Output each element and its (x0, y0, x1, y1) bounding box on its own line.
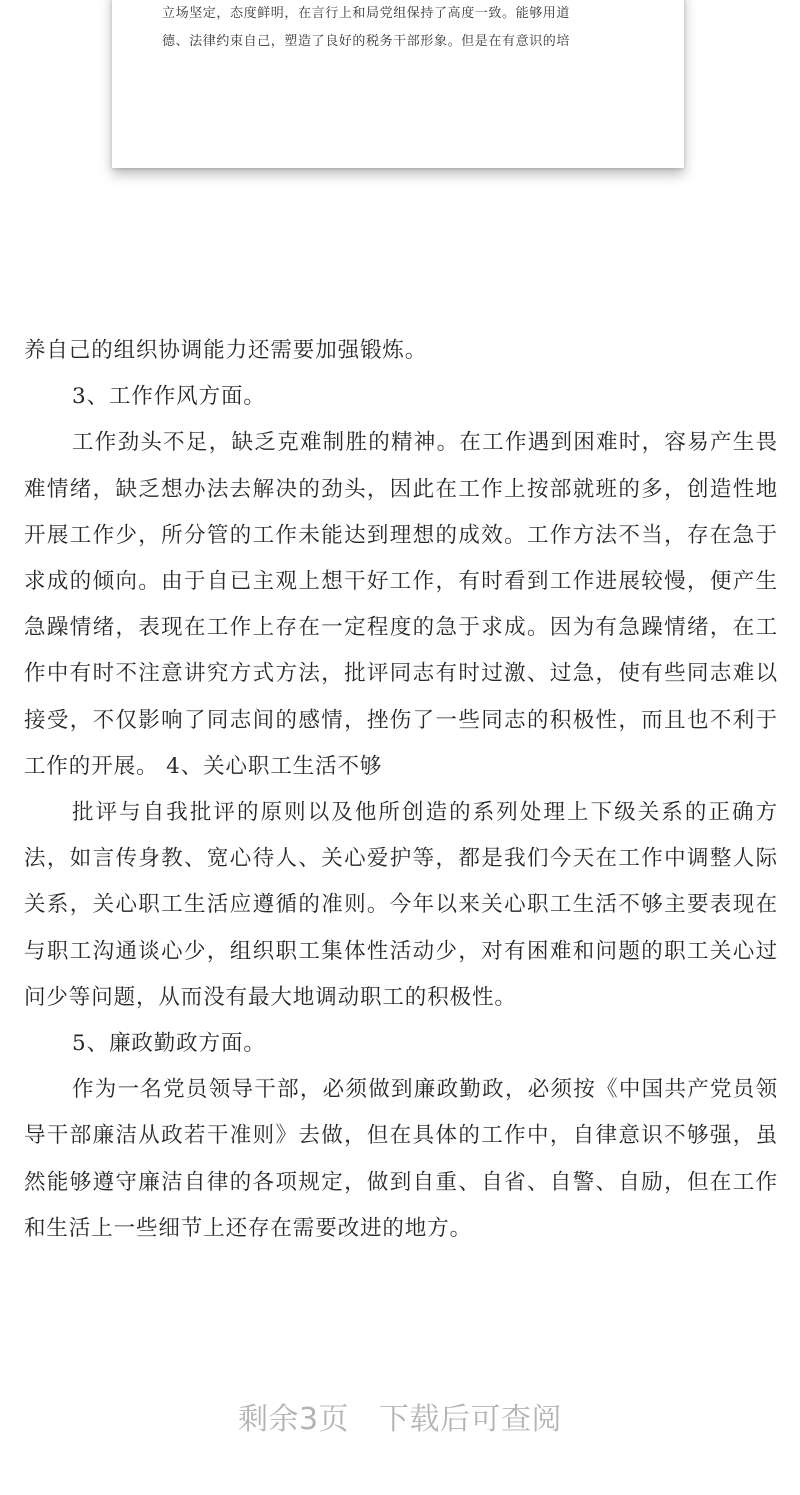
remaining-pages-label: 剩余3页 (237, 1402, 350, 1437)
paragraph-work-style: 工作劲头不足，缺乏克难制胜的精神。在工作遇到困难时，容易产生畏难情绪，缺乏想办法去解决的劲头，因此在工作上按部就班的多，创造性地开展工作少，所分管的工作未能达到理想的成效。工作方法不当，存在急于求成的倾向。由于自已主观上想干好工作，有时看到工作进展较慢，便产生急躁情绪，表现在工作上存在一定程度的急于求成。因为有急躁情绪，在工作中有时不注意讲究方式方法，批评同志有时过激、过急，使有些同志难以接受，不仅影响了同志间的感情，挫伤了一些同志的积极性，而且也不利于工作的开展。 4、关心职工生活不够 (24, 430, 778, 779)
download-prompt[interactable] (0, 1394, 800, 1438)
paragraph-criticism: 批评与自我批评的原则以及他所创造的系列处理上下级关系的正确方法，如言传身教、宽心待人、关心爱护等，都是我们今天在工作中调整人际关系，关心职工生活应遵循的准则。今年以来关心职工生活不够主要表现在与职工沟通谈心少，组织职工集体性活动少，对有困难和问题的职工关心过问少等问题，从而没有最大地调动职工的积极性。 (24, 800, 778, 1010)
page-preview-card (112, 0, 684, 168)
download-to-view-label: 下载后可查阅 (379, 1402, 563, 1437)
preview-line-2: 德、法律约束自己，塑造了良好的税务干部形象。但是在有意识的培 (162, 34, 571, 49)
section-heading-work-style: 3、工作作风方面。 (72, 384, 266, 410)
preview-line-1: 立场坚定，态度鲜明，在言行上和局党组保持了高度一致。能够用道 (162, 6, 571, 21)
section-heading-integrity: 5、廉政勤政方面。 (72, 1031, 266, 1057)
paragraph-integrity: 作为一名党员领导干部，必须做到廉政勤政，必须按《中国共产党员领导干部廉洁从政若干准则》去做，但在具体的工作中，自律意识不够强，虽然能够遵守廉洁自律的各项规定，做到自重、自省、自警、自励，但在工作和生活上一些细节上还存在需要改进的地方。 (24, 1077, 778, 1241)
paragraph-continuation: 养自己的组织协调能力还需要加强锻炼。 (24, 338, 428, 363)
document-body (24, 328, 778, 1252)
